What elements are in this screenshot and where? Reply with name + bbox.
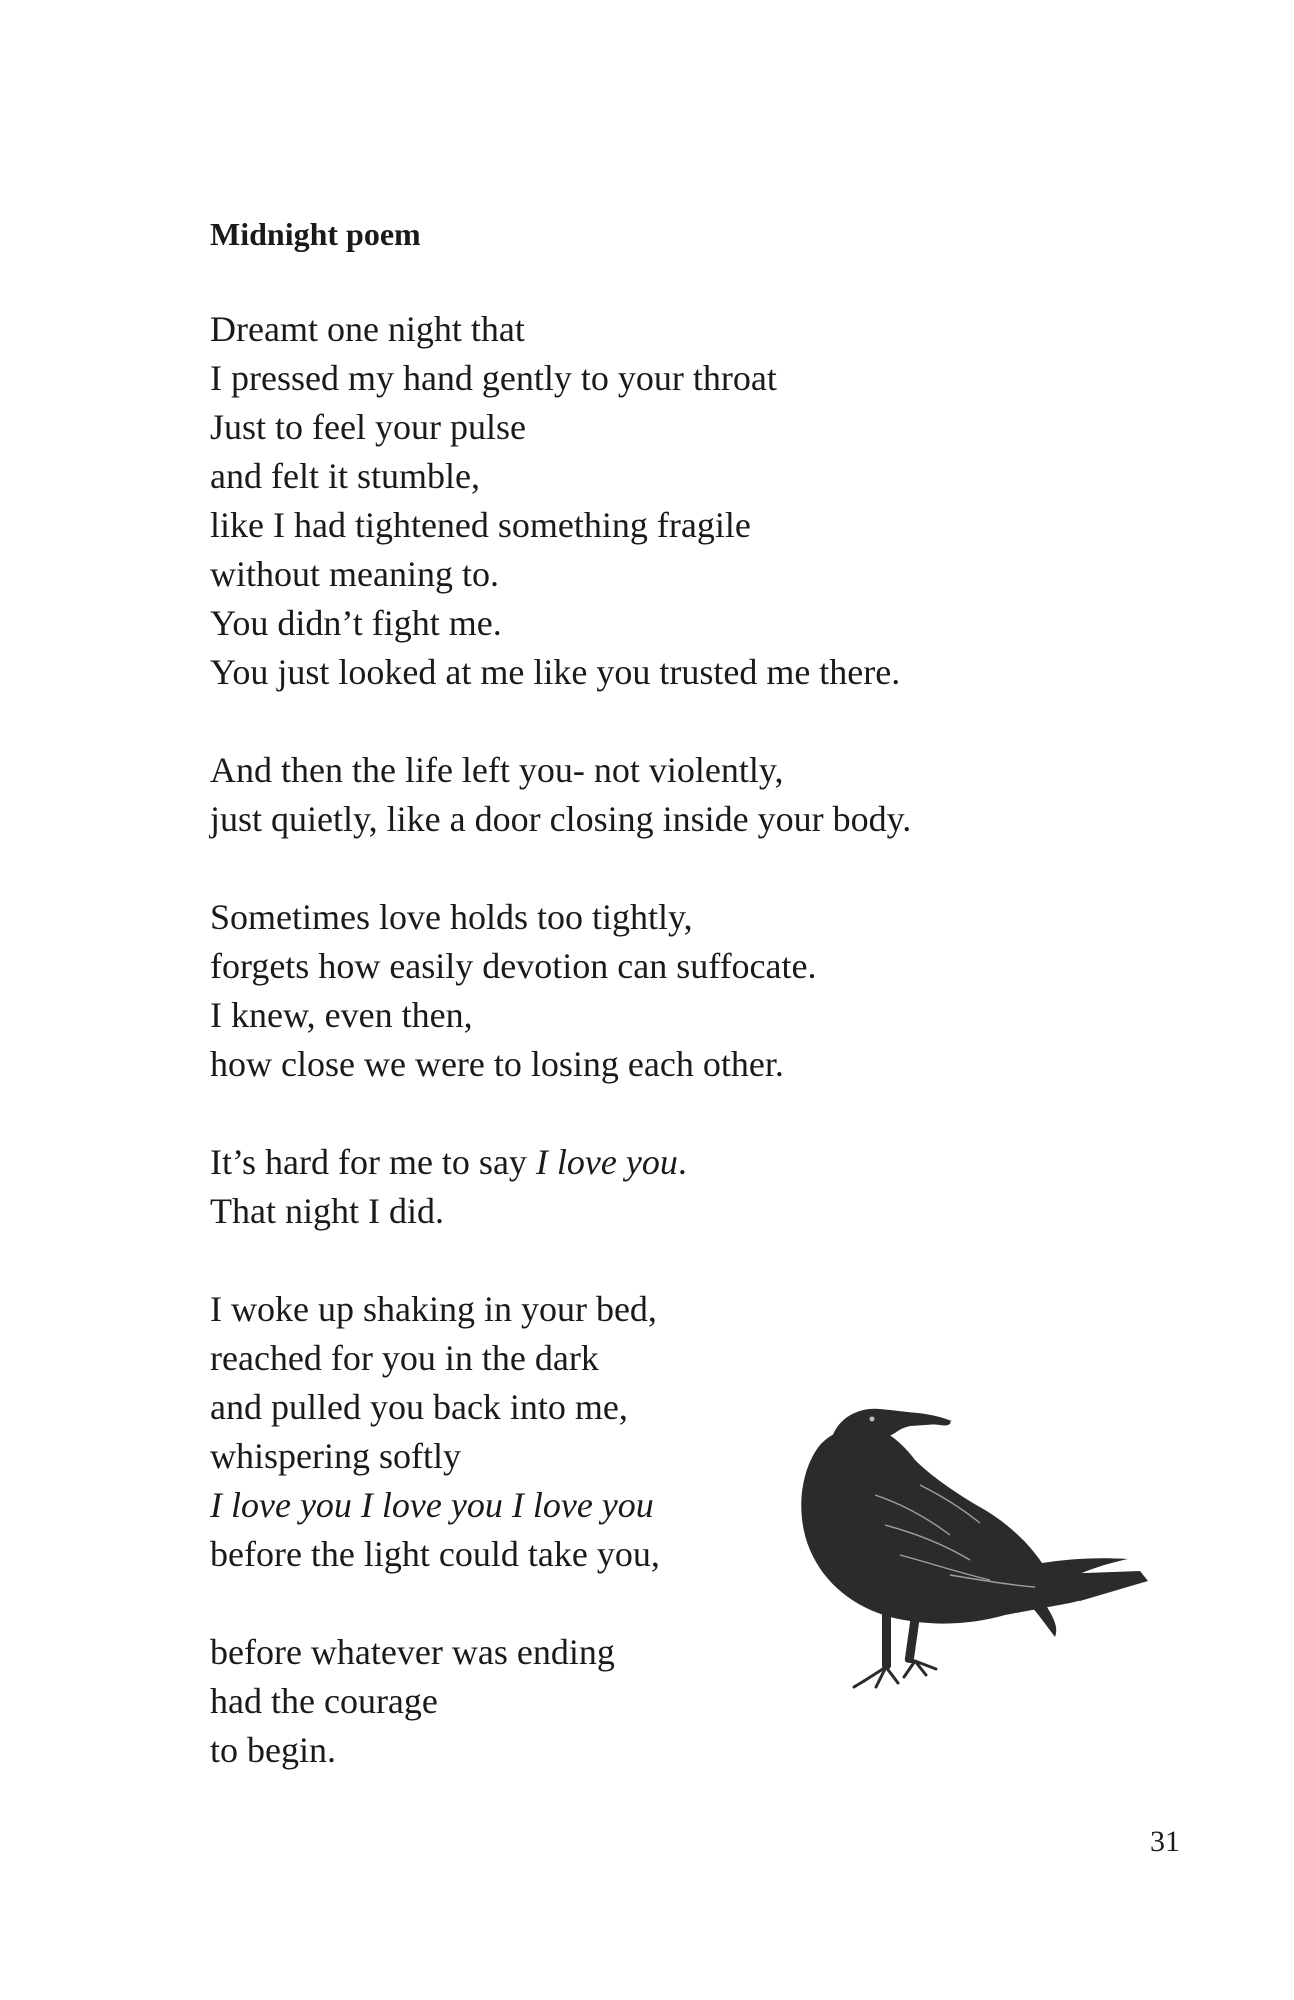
poem-line: like I had tightened something fragile <box>210 505 751 545</box>
page-number: 31 <box>1150 1825 1180 1858</box>
poem-line: Just to feel your pulse <box>210 407 526 447</box>
poem-line: before whatever was ending <box>210 1632 615 1672</box>
poem-line: You didn’t fight me. <box>210 603 502 643</box>
poem-line: and felt it stumble, <box>210 456 480 496</box>
line-text: It’s hard for me to say <box>210 1142 536 1182</box>
poem-title: Midnight poem <box>210 216 421 252</box>
poem-line: how close we were to losing each other. <box>210 1044 784 1084</box>
poem-line: whispering softly <box>210 1436 461 1476</box>
poem-line: before the light could take you, <box>210 1534 660 1574</box>
stanza-3 <box>210 893 1110 1089</box>
poem-line: Sometimes love holds too tightly, <box>210 897 693 937</box>
line-punctuation: . <box>677 1142 687 1182</box>
poem-line: forgets how easily devotion can suffocate. <box>210 946 817 986</box>
poem-line: I woke up shaking in your bed, <box>210 1289 657 1329</box>
poem-line: had the courage <box>210 1681 438 1721</box>
poem-line: and pulled you back into me, <box>210 1387 628 1427</box>
stanza-1 <box>210 305 1110 697</box>
poem-line <box>210 1138 1110 1187</box>
italic-phrase: I love you <box>535 1142 678 1182</box>
poem-line: reached for you in the dark <box>210 1338 599 1378</box>
poem-line: And then the life left you- not violently, <box>210 750 784 790</box>
poem-line: just quietly, like a door closing inside your body. <box>210 799 912 839</box>
poem-line: You just looked at me like you trusted me there. <box>210 652 901 692</box>
poem-line: to begin. <box>210 1730 336 1770</box>
stanza-2 <box>210 746 1110 844</box>
crow-icon <box>780 1375 1170 1695</box>
italic-phrase: I love you I love you I love you <box>210 1485 654 1525</box>
poem-line: without meaning to. <box>210 554 499 594</box>
poem-line: Dreamt one night that <box>210 309 525 349</box>
stanza-4 <box>210 1138 1110 1236</box>
poem-line: I pressed my hand gently to your throat <box>210 358 777 398</box>
poem-line: That night I did. <box>210 1191 444 1231</box>
poem-line: I knew, even then, <box>210 995 473 1035</box>
